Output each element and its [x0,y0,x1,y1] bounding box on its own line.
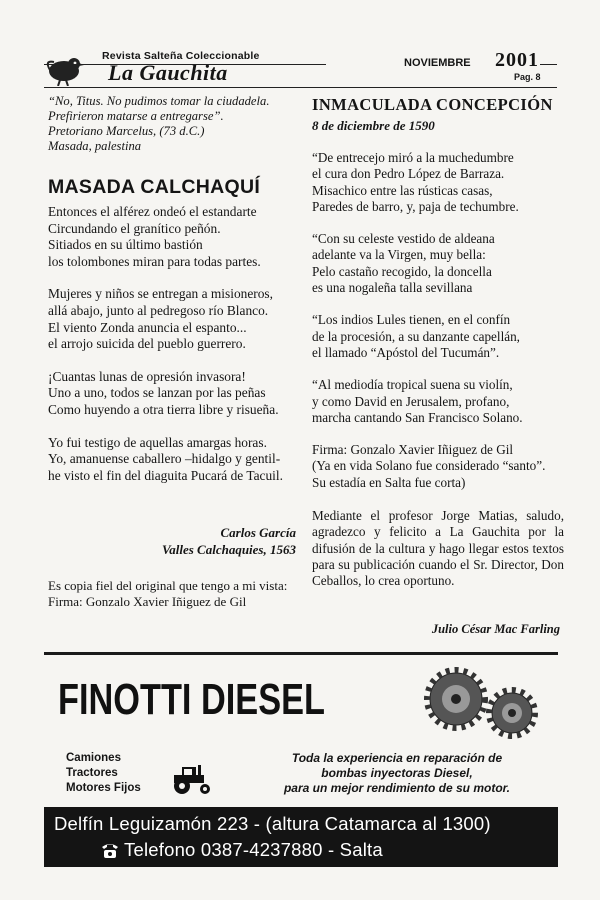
tagline-line: bombas inyectoras Diesel, [321,766,473,780]
verse-line: es una nogaleña talla sevillana [312,280,473,296]
poem-inmaculada [312,150,564,442]
copy-certification [48,578,308,610]
bird-logo-icon [44,52,84,86]
poem-title-inmaculada: INMACULADA CONCEPCIÓN [312,95,553,114]
copy-note-line: Es copia fiel del original que tengo a mi vista: [48,578,288,593]
verse-line: el llamado “Apóstol del Tucumán”. [312,344,500,360]
verse-line: Uno a uno, todos se lanzan por las peñas [48,385,266,401]
verse-line: Yo, amanuense caballero –hidalgo y gentil- [48,451,281,467]
signature-note [312,442,564,491]
tagline-line: para un mejor rendimiento de su motor. [283,781,511,795]
verse-line: ¡Cuantas lunas de opresión invasora! [48,368,246,384]
verse-line: “Al mediodía tropical suena su violín, [312,377,513,393]
verse-line: Sitiados en su último bastión [48,237,203,253]
verse-line: Yo fui testigo de aquellas amargas horas. [48,434,267,450]
advertisement-finotti [44,652,558,867]
magazine-title: La Gauchita [108,60,228,85]
quote-line: Masada, palestina [48,139,142,153]
stanza [48,435,304,485]
verse-line: Circundando el granítico peñón. [48,220,221,236]
vehicle-type: Motores Fijos [66,782,141,794]
verse-line: de la procesión, a su danzante capellán, [312,328,520,344]
verse-line: y como David en Jerusalem, profano, [312,393,510,409]
header-rule-bottom [44,87,557,88]
stanza [48,369,304,419]
tractor-icon [168,761,214,795]
ad-tagline [252,751,542,796]
quote-line: “No, Titus. No pudimos tomar la ciudadela. [48,94,270,108]
submission-note: Mediante el profesor Jorge Matias, saludo, agradezco y felicito a La Gauchita por la difusión de la cultura y hago llegar estos textos para su publicación cuando el Sr. Director, Don Ceballos, lo crea oportuno. [312,508,564,589]
verse-line: he visto el fin del diaguita Pucará de Tacuil. [48,467,283,483]
stanza [48,204,304,270]
page-header [44,50,557,88]
tagline-line: Toda la experiencia en reparación de [291,751,503,765]
stanza [312,231,564,296]
firma-line: Firma: Gonzalo Xavier Iñiguez de Gil [312,442,514,457]
verse-line: adelante va la Virgen, muy bella: [312,247,486,263]
issue-year: 2001 [495,49,539,71]
firma-line: Su estadía en Salta fue corta) [312,474,466,490]
verse-line: Paredes de barro, y, paja de techumbre. [312,198,519,214]
page-number: Pag. 8 [514,72,541,82]
poem-masada [48,204,304,500]
vehicle-type: Tractores [66,767,118,779]
telephone-icon [100,841,120,859]
quote-line: Prefirieron matarse a entregarse”. [48,109,224,123]
verse-line: Misachico entre las rústicas casas, [312,182,493,198]
header-rule-right [540,64,557,65]
header-rule [44,64,326,65]
stanza [312,312,564,361]
verse-line: allá abajo, junto al pedregoso río Blanco. [48,302,269,318]
ad-contact-bar [44,807,558,867]
verse-line: Mujeres y niños se entregan a misioneros, [48,286,273,302]
magazine-subtitle: Revista Salteña Coleccionable [102,50,260,62]
verse-line: “De entrecejo miró a la muchedumbre [312,150,514,165]
vehicle-type: Camiones [66,752,121,764]
ad-phone: Telefono 0387-4237880 - Salta [124,839,383,860]
quote-line: Pretoriano Marcelus, (73 d.C.) [48,124,205,138]
verse-line: El viento Zonda anuncia el espanto... [48,319,247,335]
verse-line: “Los indios Lules tienen, en el confín [312,312,511,328]
verse-line: marcha cantando San Francisco Solano. [312,409,523,425]
verse-line: “Con su celeste vestido de aldeana [312,231,495,247]
firma-line: (Ya en vida Solano fue considerado “santo”. [312,458,546,474]
verse-line: Entonces el alférez ondeó el estandarte [48,204,257,219]
epigraph-quote [48,94,308,154]
verse-line: los tolombones miran para todas partes. [48,253,261,269]
ad-brand-name: FINOTTI DIESEL [58,675,325,724]
poem-date: 8 de diciembre de 1590 [312,118,435,133]
verse-line: el arrojo suicida del pueblo guerrero. [48,336,246,352]
stanza [312,150,564,215]
gears-icon [414,663,544,743]
author-name: Carlos García [220,525,296,540]
ad-vehicle-list [66,751,141,796]
copy-note-line: Firma: Gonzalo Xavier Iñiguez de Gil [48,594,247,609]
stanza [48,286,304,352]
ad-address: Delfín Leguizamón 223 - (altura Catamarca al 1300) [54,813,491,834]
verse-line: el cura don Pedro López de Barraza. [312,166,505,182]
stanza [312,377,564,426]
verse-line: Pelo castaño recogido, la doncella [312,263,492,279]
issue-month: NOVIEMBRE [404,57,471,69]
contributor-name: Julio César Mac Farling [431,622,560,636]
poem-signature [48,524,296,558]
verse-line: Como huyendo a otra tierra libre y risueña. [48,401,279,417]
author-place-year: Valles Calchaquies, 1563 [162,542,296,557]
poem-title-masada: MASADA CALCHAQUÍ [48,176,261,198]
